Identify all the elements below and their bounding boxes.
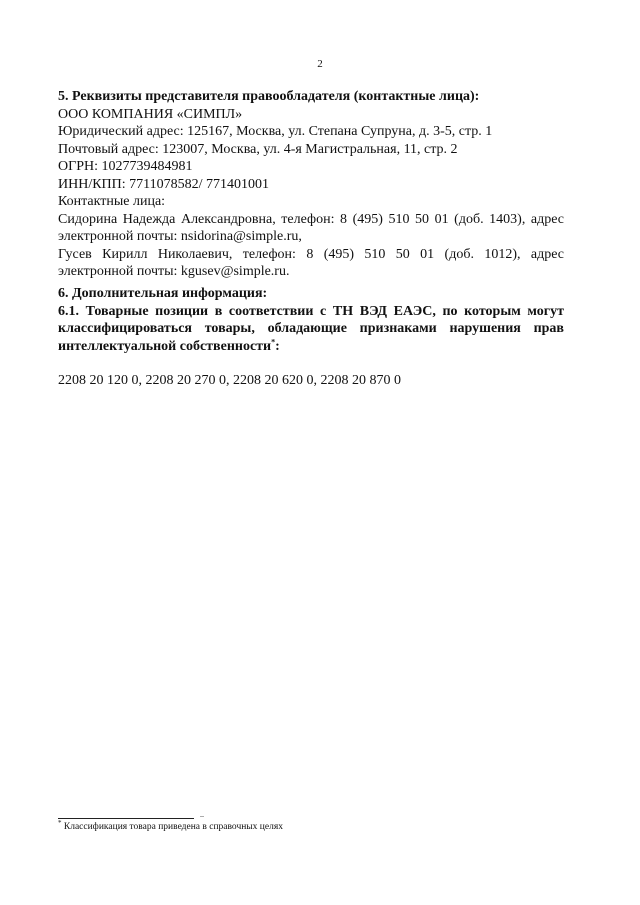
legal-address: Юридический адрес: 125167, Москва, ул. Степана Супруна, д. 3-5, стр. 1 — [58, 124, 493, 139]
section-5-heading: 5. Реквизиты представителя правообладателя (контактные лица): — [58, 89, 480, 104]
footnote-marker: * — [58, 818, 62, 827]
ogrn: ОГРН: 1027739484981 — [58, 159, 193, 174]
subsection-6-1-line-2: классифицироваться товары, обладающие признаками нарушения прав — [58, 321, 564, 336]
contact-1-line-1: Сидорина Надежда Александровна, телефон: 8 (495) 510 50 01 (доб. 1403), адрес — [58, 211, 564, 227]
footnote-divider — [58, 818, 194, 819]
tariff-codes: 2208 20 120 0, 2208 20 270 0, 2208 20 620 0, 2208 20 870 0 — [58, 373, 401, 388]
contact-1-line-2: электронной почты: nsidorina@simple.ru, — [58, 229, 302, 244]
subsection-6-1-line-1: 6.1. Товарные позиции в соответствии с ТН ВЭД ЕАЭС, по которым могут — [58, 303, 564, 319]
subsection-6-1-line-3 — [58, 338, 564, 356]
section-additional-info — [58, 285, 564, 355]
section-representative-details — [58, 88, 564, 281]
company-name: ООО КОМПАНИЯ «СИМПЛ» — [58, 106, 243, 122]
subsection-6-1-colon: : — [275, 338, 280, 354]
contact-2-line-1: Гусев Кирилл Николаевич, телефон: 8 (495) 510 50 01 (доб. 1012), адрес — [58, 246, 564, 262]
footnote-dots: .. — [200, 810, 204, 819]
subsection-6-1-line-3-text: интеллектуальной собственности — [58, 338, 272, 354]
contacts-label: Контактные лица: — [58, 194, 166, 209]
contact-2-line-2: электронной почты: kgusev@simple.ru. — [58, 264, 290, 279]
footnote — [58, 818, 283, 832]
postal-address: Почтовый адрес: 123007, Москва, ул. 4-я Магистральная, 11, стр. 2 — [58, 141, 458, 157]
section-6-heading: 6. Дополнительная информация: — [58, 286, 268, 301]
page-number: 2 — [317, 58, 323, 70]
footnote-reference-mark: * — [271, 336, 276, 346]
footnote-text: Классификация товара приведена в справочных целях — [63, 822, 283, 832]
inn-kpp: ИНН/КПП: 7711078582/ 771401001 — [58, 176, 270, 192]
